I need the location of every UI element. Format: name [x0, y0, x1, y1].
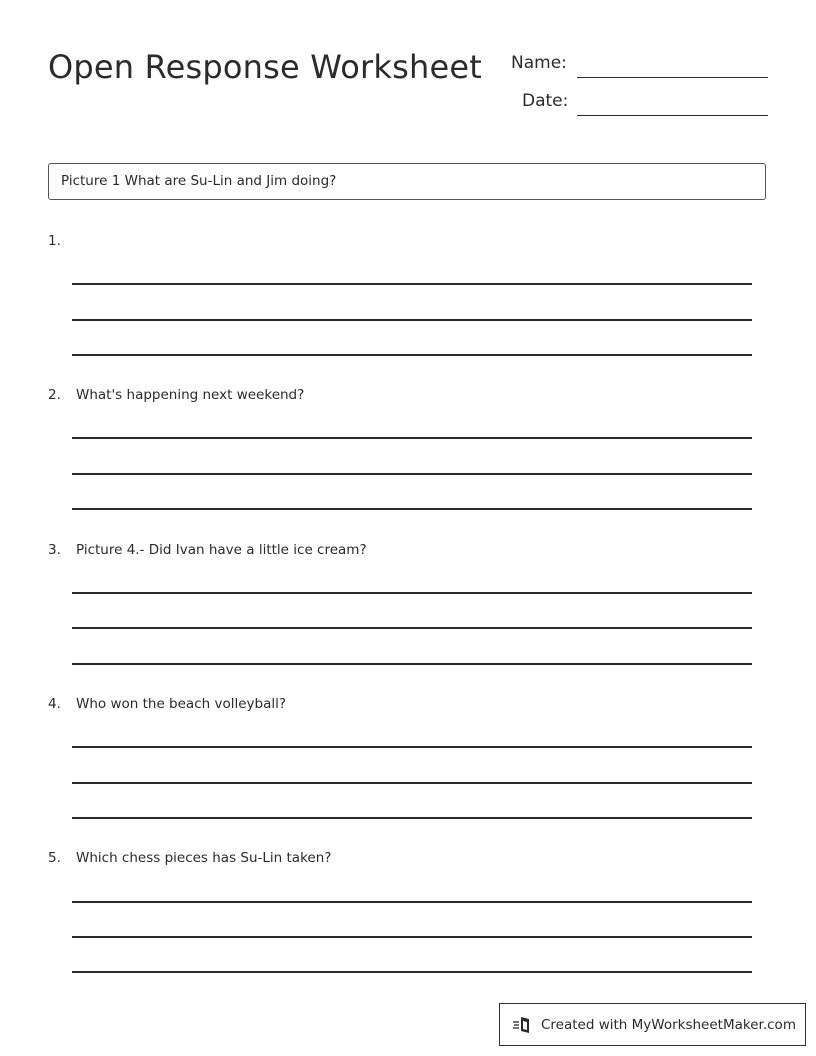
- answer-line[interactable]: [72, 663, 752, 665]
- instruction-text: Picture 1 What are Su-Lin and Jim doing?: [61, 173, 337, 189]
- answer-line[interactable]: [72, 437, 752, 439]
- date-field-line[interactable]: [577, 115, 768, 116]
- answer-line[interactable]: [72, 627, 752, 629]
- question-5-number: 5.: [48, 850, 61, 866]
- question-3-text: Picture 4.- Did Ivan have a little ice cream?: [76, 542, 367, 558]
- answer-line[interactable]: [72, 473, 752, 475]
- question-5-text: Which chess pieces has Su-Lin taken?: [76, 850, 332, 866]
- answer-line[interactable]: [72, 283, 752, 285]
- answer-line[interactable]: [72, 746, 752, 748]
- name-label: Name:: [511, 53, 567, 73]
- instruction-box: [48, 163, 766, 200]
- answer-line[interactable]: [72, 508, 752, 510]
- question-4-text: Who won the beach volleyball?: [76, 696, 287, 712]
- footer-credit[interactable]: [499, 1003, 806, 1046]
- footer-text: Created with MyWorksheetMaker.com: [541, 1016, 796, 1033]
- answer-line[interactable]: [72, 782, 752, 784]
- question-2-number: 2.: [48, 387, 61, 403]
- answer-line[interactable]: [72, 901, 752, 903]
- answer-line[interactable]: [72, 817, 752, 819]
- date-label: Date:: [522, 91, 569, 111]
- worksheet-title: Open Response Worksheet: [48, 48, 483, 86]
- answer-line[interactable]: [72, 354, 752, 356]
- question-2-text: What's happening next weekend?: [76, 387, 305, 403]
- question-3-number: 3.: [48, 542, 61, 558]
- answer-line[interactable]: [72, 936, 752, 938]
- question-1-number: 1.: [48, 233, 61, 249]
- question-4-number: 4.: [48, 696, 61, 712]
- name-field-line[interactable]: [577, 77, 768, 78]
- answer-line[interactable]: [72, 319, 752, 321]
- answer-line[interactable]: [72, 971, 752, 973]
- worksheet-maker-logo-icon: [512, 1014, 534, 1036]
- answer-line[interactable]: [72, 592, 752, 594]
